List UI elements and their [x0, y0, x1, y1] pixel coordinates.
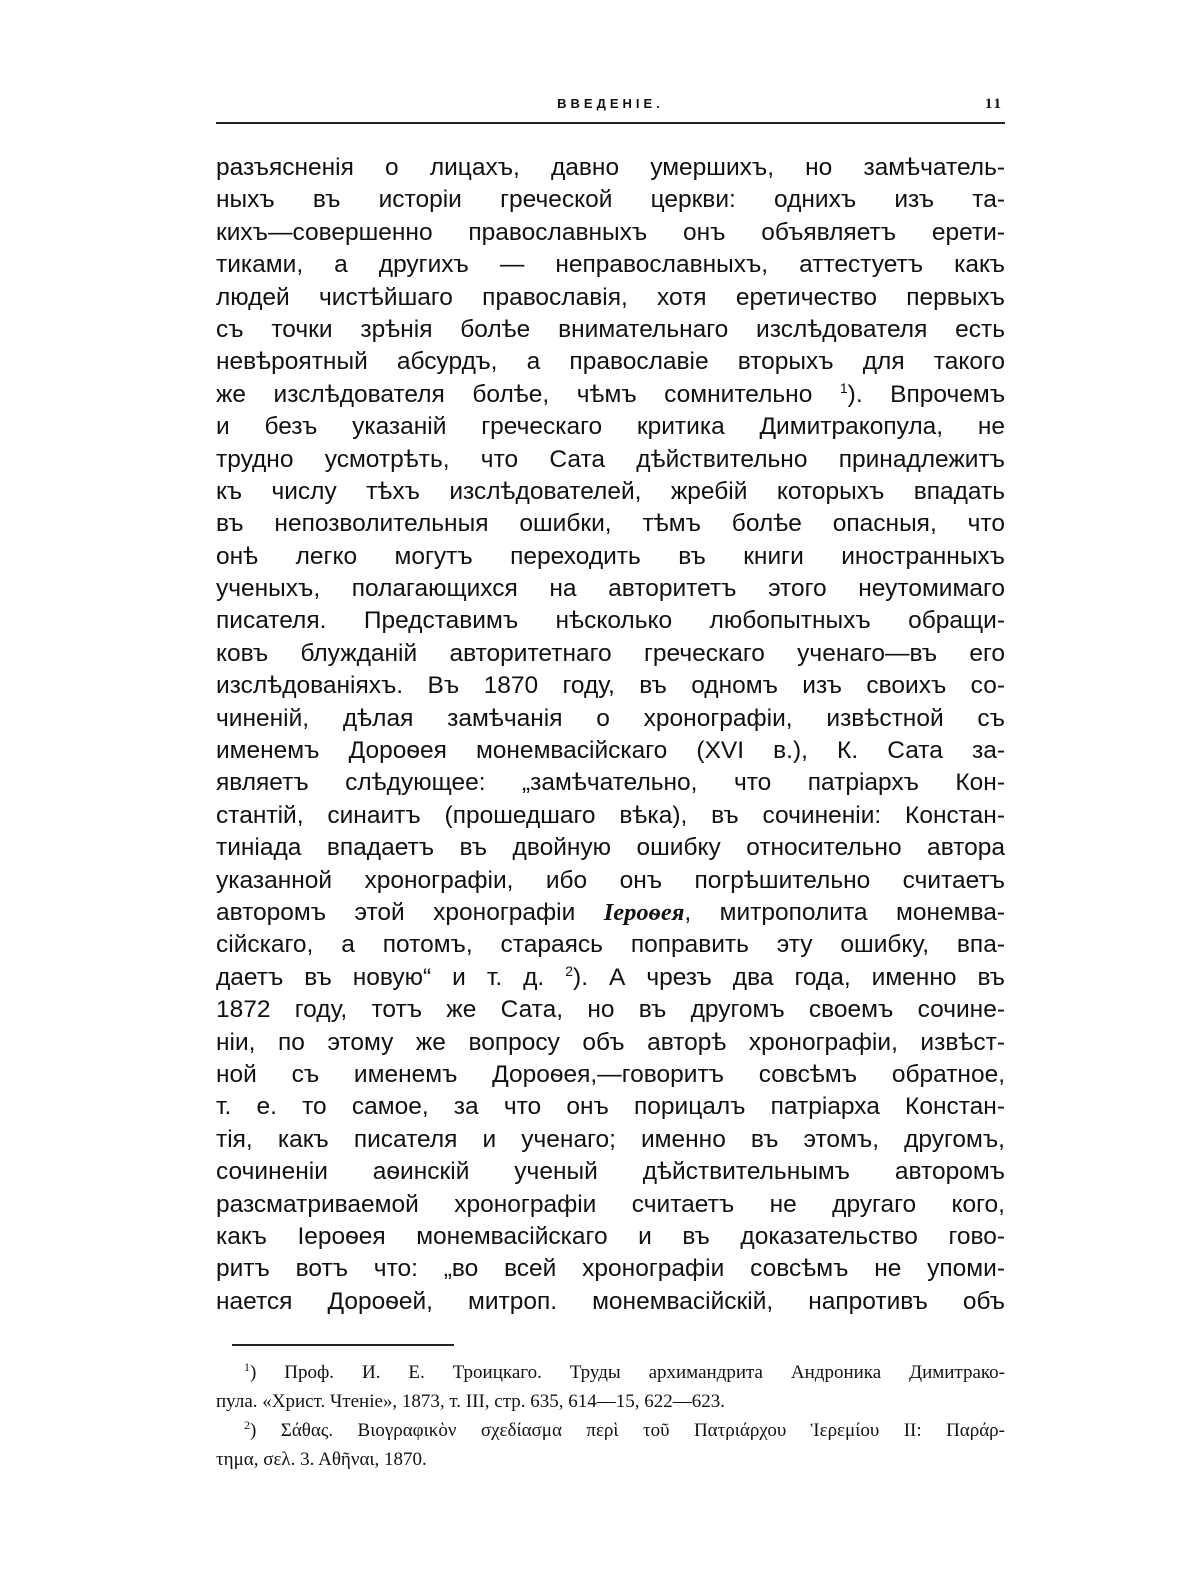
footnote-mark: 2 [244, 1418, 250, 1432]
text-line: къ числу тѣхъ изслѣдователей, жребій которыхъ впадать [216, 477, 1005, 505]
text-line: чиненій, дѣлая замѣчанія о хронографіи, извѣстной съ [216, 704, 1005, 732]
text-segment: авторомъ этой хронографіи [216, 898, 576, 926]
text-segment: же изслѣдователя болѣе, чѣмъ сомнительно [216, 380, 813, 408]
text-line: съ точки зрѣнія болѣе внимательнаго изслѣдователя есть [216, 315, 1005, 343]
text-line: разъясненія о лицахъ, давно умершихъ, но замѣчатель- [216, 154, 1005, 181]
text-line: писателя. Представимъ нѣсколько любопытныхъ обращи- [216, 607, 1005, 635]
text-line: онѣ легко могутъ переходить въ книги иностранныхъ [216, 542, 1005, 570]
text-line: ученыхъ, полагающихся на авторитетъ этого неутомимаго [216, 575, 1005, 603]
text-line: сочиненіи аѳинскій ученый дѣйствительнымъ авторомъ [216, 1158, 1005, 1186]
header-rule [216, 122, 1005, 124]
italic-name: Іероѳея [603, 898, 685, 926]
text-line: ныхъ въ исторіи греческой церкви: однихъ изъ та- [216, 186, 1005, 214]
text-line: какъ Іероѳея монемвасійскаго и въ доказательство гово- [216, 1222, 1005, 1250]
text-line: въ непозволительныя ошибки, тѣмъ болѣе опасныя, что [216, 510, 1005, 538]
text-segment: , митрополита монемва- [684, 898, 1005, 926]
text-line: ніи, по этому же вопросу объ авторѣ хронографіи, извѣст- [216, 1028, 1005, 1056]
text-line: т. е. то самое, за что онъ порицалъ патріарха Констан- [216, 1093, 1005, 1121]
text-segment: ). А чрезъ два года, именно въ [573, 963, 1005, 991]
text-line [216, 962, 1005, 994]
text-line: ковъ блужданій авторитетнаго греческаго ученаго—въ его [216, 639, 1005, 667]
text-line: являетъ слѣдующее: „замѣчательно, что патріархъ Кон- [216, 769, 1005, 797]
footnote-ref-1: 1 [839, 379, 848, 396]
text-segment: даетъ въ новую“ и т. д. [216, 963, 545, 991]
footnote-ref-2: 2 [565, 962, 574, 979]
text-line [216, 379, 1005, 411]
text-line: людей чистѣйшаго православія, хотя еретичество первыхъ [216, 283, 1005, 311]
text-line: изслѣдованіяхъ. Въ 1870 году, въ одномъ изъ своихъ со- [216, 672, 1005, 700]
footnote-text: ) Проф. И. Е. Троицкаго. Труды архимандрита Андроника Димитрако- [250, 1362, 1005, 1383]
text-line: тиніада впадаетъ въ двойную ошибку относительно автора [216, 834, 1005, 862]
text-line: ритъ вотъ что: „во всей хронографіи совсѣмъ не упоми- [216, 1255, 1005, 1283]
text-line: сійскаго, а потомъ, стараясь поправить эту ошибку, впа- [216, 931, 1005, 959]
footnote-rule [232, 1344, 454, 1346]
footnote-mark: 1 [244, 1360, 250, 1374]
text-line: невѣроятный абсурдъ, а православіе вторыхъ для такого [216, 348, 1005, 376]
text-line: разсматриваемой хронографіи считаетъ не другаго кого, [216, 1190, 1005, 1218]
page-number: 11 [984, 96, 1003, 112]
text-line: указанной хронографіи, ибо онъ погрѣшительно считаетъ [216, 866, 1005, 894]
text-line: именемъ Дороѳея монемвасійскаго (XVI в.), К. Сата за- [216, 737, 1005, 765]
text-line: 1872 году, тотъ же Сата, но въ другомъ своемъ сочине- [216, 996, 1005, 1024]
text-line: и безъ указаній греческаго критика Димитракопула, не [216, 413, 1005, 441]
footnote-1-cont: пула. «Христ. Чтеніе», 1873, т. III, стр. 635, 614—15, 622—623. [216, 1391, 725, 1412]
text-line: нается Дороѳей, митроп. монемвасійскій, напротивъ объ [216, 1287, 1005, 1315]
footnote-2 [216, 1416, 1005, 1445]
text-line: тія, какъ писателя и ученаго; именно въ этомъ, другомъ, [216, 1125, 1005, 1153]
text-line [216, 897, 1005, 929]
running-title: ВВЕДЕНІЕ. [557, 96, 664, 111]
text-line: тиками, а другихъ — неправославныхъ, аттестуетъ какъ [216, 251, 1005, 279]
text-line: ной съ именемъ Дороѳея,—говоритъ совсѣмъ обратное, [216, 1060, 1005, 1088]
footnote-1 [216, 1358, 1005, 1387]
footnote-text: ) Σάθας. Βιογραφικὸν σχεδίασμα περὶ τοῦ Πατριάρχου Ἱερεμίου II: Παράρ- [250, 1420, 1005, 1441]
footnote-2-cont: τημα, σελ. 3. Αθῆναι, 1870. [216, 1449, 427, 1470]
text-line: кихъ—совершенно православныхъ онъ объявляетъ ерети- [216, 218, 1005, 246]
text-line: трудно усмотрѣть, что Сата дѣйствительно принадлежитъ [216, 445, 1005, 473]
text-segment: ). Впрочемъ [847, 380, 1005, 408]
body-text [216, 152, 1005, 1318]
text-line: стантій, синаитъ (прошедшаго вѣка), въ сочиненіи: Констан- [216, 801, 1005, 829]
footnotes [216, 1358, 1005, 1474]
running-head [216, 96, 1005, 120]
